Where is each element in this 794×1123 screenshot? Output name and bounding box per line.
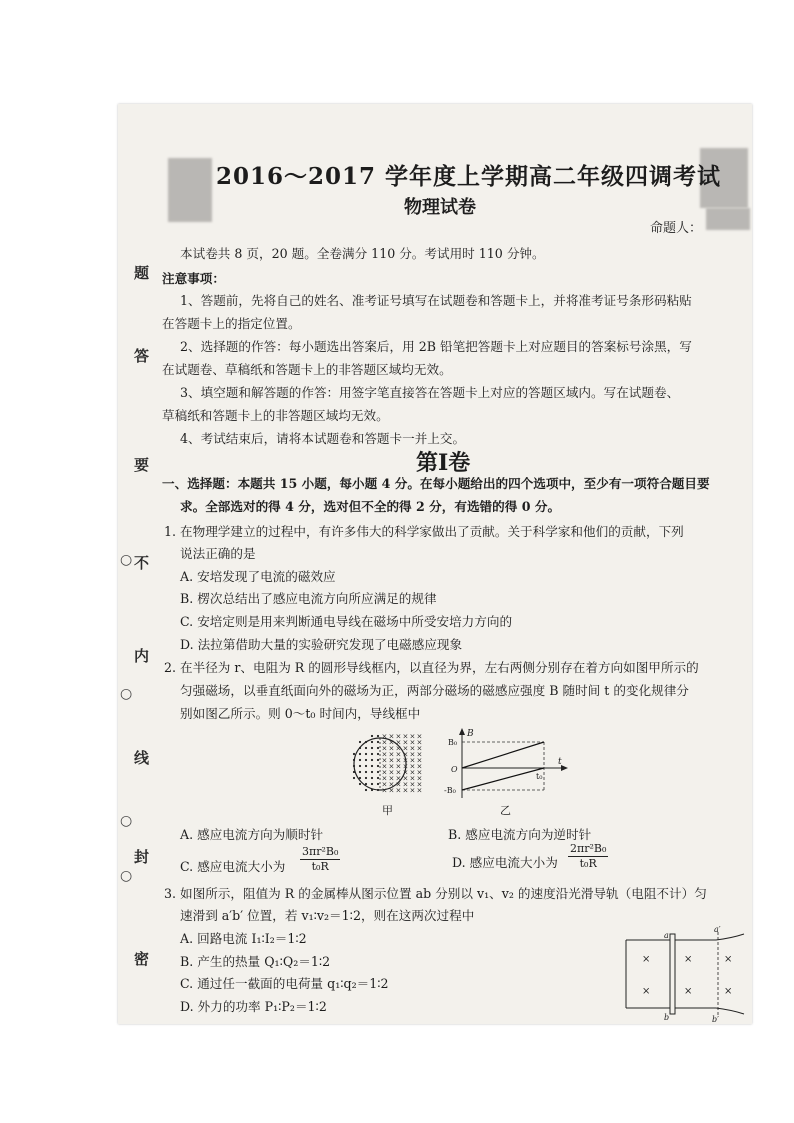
part-title: 第Ⅰ卷 [416,450,471,476]
field-cross: × [402,738,409,747]
field-cross: × [402,786,409,795]
q2-option-c [180,856,285,875]
field-cross: × [388,744,395,753]
field-dot [359,765,361,767]
field-cross: × [381,750,388,759]
field-cross: × [416,786,423,795]
field-cross: × [402,774,409,783]
field-dot [359,753,361,755]
field-dot [377,753,379,755]
margin-circle: ○ [120,686,133,702]
margin-char: 封 [134,848,150,866]
field-cross: × [409,738,416,747]
field-dot [377,771,379,773]
field-dot [359,783,361,785]
field-dot [353,753,355,755]
q2-option-d-fraction [568,842,608,871]
field-cross: × [416,768,423,777]
field-cross: × [388,786,395,795]
field-dot [365,765,367,767]
margin-char: 答 [134,347,150,365]
field-cross: × [388,750,395,759]
field-cross: × [395,738,402,747]
q2-figure-jia-label: 甲 [382,804,393,817]
field-cross: × [402,762,409,771]
field-dot [377,747,379,749]
field-cross: × [409,786,416,795]
field-cross: × [381,732,388,741]
field-dot [371,777,373,779]
field-cross: × [381,762,388,771]
field-cross: × [395,786,402,795]
field-cross: × [724,986,733,997]
field-cross: × [402,768,409,777]
field-cross: × [388,780,395,789]
margin-char: 要 [134,456,150,474]
field-cross: × [642,986,651,997]
note-line: 1、答题前，先将自己的姓名、准考证号填写在试题卷和答题卡上，并将准考证号条形码粘贴 [180,293,692,308]
q1-stem: 1. 在物理学建立的过程中，有许多伟大的科学家做出了贡献。关于科学家和他们的贡献，下列 [164,524,684,539]
q2-stem: 2. 在半径为 r、电阻为 R 的圆形导线框内，以直径为界，左右两侧分别存在着方向如图甲所示的 [164,660,699,675]
field-cross: × [395,732,402,741]
margin-circle: ○ [120,552,133,568]
field-cross: × [409,756,416,765]
field-cross: × [395,750,402,759]
field-cross: × [684,986,693,997]
field-dot [377,765,379,767]
field-dot [371,741,373,743]
field-cross: × [388,738,395,747]
q2-option-c-text: C. 感应电流大小为 [180,859,286,874]
field-cross: × [416,762,423,771]
field-dot [377,759,379,761]
exam-title: 2016～2017 学年度上学期高二年级四调考试 [216,163,722,190]
field-dot [371,759,373,761]
label-a: a [664,931,669,940]
field-dot [371,765,373,767]
field-cross: × [642,954,651,965]
field-cross: × [409,762,416,771]
label-b-prime: b′ [712,1015,719,1024]
q1-option-c: C. 安培定则是用来判断通电导线在磁场中所受安培力方向的 [180,614,513,629]
q2-figure-yi-label: 乙 [500,804,511,817]
graph-b-label: B [467,729,474,739]
graph-origin-label: O [451,765,458,774]
margin-circle: ○ [120,868,133,884]
field-dot [377,783,379,785]
field-cross: × [409,744,416,753]
margin-char: 题 [134,264,150,282]
field-cross: × [381,744,388,753]
field-dot [377,777,379,779]
fraction-numerator: 2πr²B₀ [570,842,607,855]
q2-option-a: A. 感应电流方向为顺时针 [180,827,324,842]
field-dot [365,789,367,791]
q2-option-d-text: D. 感应电流大小为 [452,855,558,870]
exam-intro: 本试卷共 8 页，20 题。全卷满分 110 分。考试用时 110 分钟。 [180,246,545,261]
field-dot [359,771,361,773]
field-cross: × [402,780,409,789]
q1-option-d: D. 法拉第借助大量的实验研究发现了电磁感应现象 [180,637,463,652]
margin-char: 线 [134,749,150,767]
metal-rod-ab [670,934,675,1014]
field-dot [365,753,367,755]
field-cross: × [388,762,395,771]
field-cross: × [395,780,402,789]
label-a-prime: a′ [714,925,721,934]
field-cross: × [395,756,402,765]
fraction-denominator: t₀R [579,857,597,870]
field-cross: × [381,774,388,783]
field-dot [377,735,379,737]
q3-stem: 3. 如图所示，阻值为 R 的金属棒从图示位置 ab 分别以 v₁、v₂ 的速度沿光滑导轨（电阻不计）匀 [164,886,707,901]
field-cross: × [395,744,402,753]
q3-option-c: C. 通过任一截面的电荷量 q₁∶q₂＝1∶2 [180,976,389,991]
field-cross: × [416,780,423,789]
q2-option-c-fraction [300,845,340,874]
fraction-numerator: 3πr²B₀ [302,845,339,858]
notes-heading: 注意事项： [162,271,225,286]
field-dot [365,777,367,779]
field-dot [371,783,373,785]
note-line: 3、填空题和解答题的作答：用签字笔直接答在答题卡上对应的答题区域内。写在试题卷、 [180,385,680,400]
series-rising [462,742,544,768]
field-cross: × [395,768,402,777]
q3-option-b: B. 产生的热量 Q₁∶Q₂＝1∶2 [180,954,331,969]
field-cross: × [416,744,423,753]
bottom-rail [626,1008,744,1014]
field-cross: × [409,780,416,789]
field-dot [371,735,373,737]
q3-option-a: A. 回路电流 I₁∶I₂＝1∶2 [180,931,307,946]
magnetic-field-in-crosses [382,733,423,795]
graph-t-label: t [558,757,562,767]
field-cross: × [388,756,395,765]
field-cross: × [416,750,423,759]
field-dot [359,741,361,743]
author-label: 命题人： [650,221,703,236]
field-cross: × [381,780,388,789]
note-line: 2、选择题的作答：每小题选出答案后，用 2B 铅笔把答题卡上对应题目的答案标号涂黑，写 [180,339,692,354]
field-dot [353,777,355,779]
q3-option-d: D. 外力的功率 P₁∶P₂＝1∶2 [180,999,327,1014]
redacted-logo [168,158,212,222]
field-cross: × [416,732,423,741]
series-falling [462,768,544,790]
field-cross: × [381,768,388,777]
margin-circle: ○ [120,813,133,829]
field-dot [365,747,367,749]
q2-option-d [452,852,558,871]
field-cross: × [402,750,409,759]
field-cross: × [402,756,409,765]
q2-figure-jia [350,728,430,800]
field-dot [371,771,373,773]
field-cross: × [402,732,409,741]
b-axis-arrow [459,728,465,735]
graph-t0-label: t₀ [536,772,543,781]
field-dot [359,759,361,761]
margin-char: 不 [134,554,150,572]
top-rail [626,934,744,940]
field-dot [371,747,373,749]
field-dot [365,771,367,773]
q2-stem: 别如图乙所示。则 0～t₀ 时间内，导线框中 [180,706,421,721]
exam-subtitle: 物理试卷 [404,197,476,218]
note-line: 在答题卡上的指定位置。 [162,316,301,331]
field-cross: × [395,762,402,771]
section-instructions: 求。全部选对的得 4 分，选对但不全的得 2 分，有选错的得 0 分。 [180,499,561,514]
field-cross: × [381,786,388,795]
note-line: 草稿纸和答题卡上的非答题区域均无效。 [162,408,389,423]
field-cross: × [409,732,416,741]
field-cross: × [381,756,388,765]
q3-figure [622,925,746,1024]
margin-char: 内 [134,647,150,665]
field-dot [365,759,367,761]
note-line: 4、考试结束后，请将本试题卷和答题卡一并上交。 [180,431,466,446]
field-cross: × [416,774,423,783]
q2-figure-yi [444,728,568,800]
q2-stem: 匀强磁场，以垂直纸面向外的磁场为正，两部分磁场的磁感应强度 B 随时间 t 的变化规律分 [180,683,689,698]
q1-option-a: A. 安培发现了电流的磁效应 [180,569,336,584]
graph-negb0-label: -B₀ [444,786,456,795]
field-cross: × [388,774,395,783]
q3-stem: 速滑到 a′b′ 位置，若 v₁∶v₂＝1∶2，则在这两次过程中 [180,908,475,923]
redacted-author-name [706,208,750,230]
q1-stem: 说法正确的是 [180,546,256,561]
section-instructions: 一、选择题：本题共 15 小题，每小题 4 分。在每小题给出的四个选项中，至少有一项符合题目要 [162,476,710,491]
q2-option-b: B. 感应电流方向为逆时针 [448,827,592,842]
field-cross: × [409,768,416,777]
margin-char: 密 [134,950,150,968]
field-dot [377,741,379,743]
field-cross: × [416,756,423,765]
fraction-denominator: t₀R [311,860,329,873]
field-cross: × [381,738,388,747]
field-cross: × [388,768,395,777]
field-cross: × [684,954,693,965]
label-b: b [664,1013,670,1022]
field-cross: × [395,774,402,783]
field-cross: × [388,732,395,741]
field-cross: × [409,750,416,759]
field-dot [371,753,373,755]
magnetic-field-out-dots [353,735,379,791]
t-axis-arrow [561,765,568,771]
field-cross: × [416,738,423,747]
field-cross: × [402,744,409,753]
field-cross: × [409,774,416,783]
q1-option-b: B. 楞次总结出了感应电流方向所应满足的规律 [180,591,437,606]
note-line: 在试题卷、草稿纸和答题卡上的非答题区域均无效。 [162,362,452,377]
field-cross: × [724,954,733,965]
graph-b0-label: B₀ [448,738,458,747]
